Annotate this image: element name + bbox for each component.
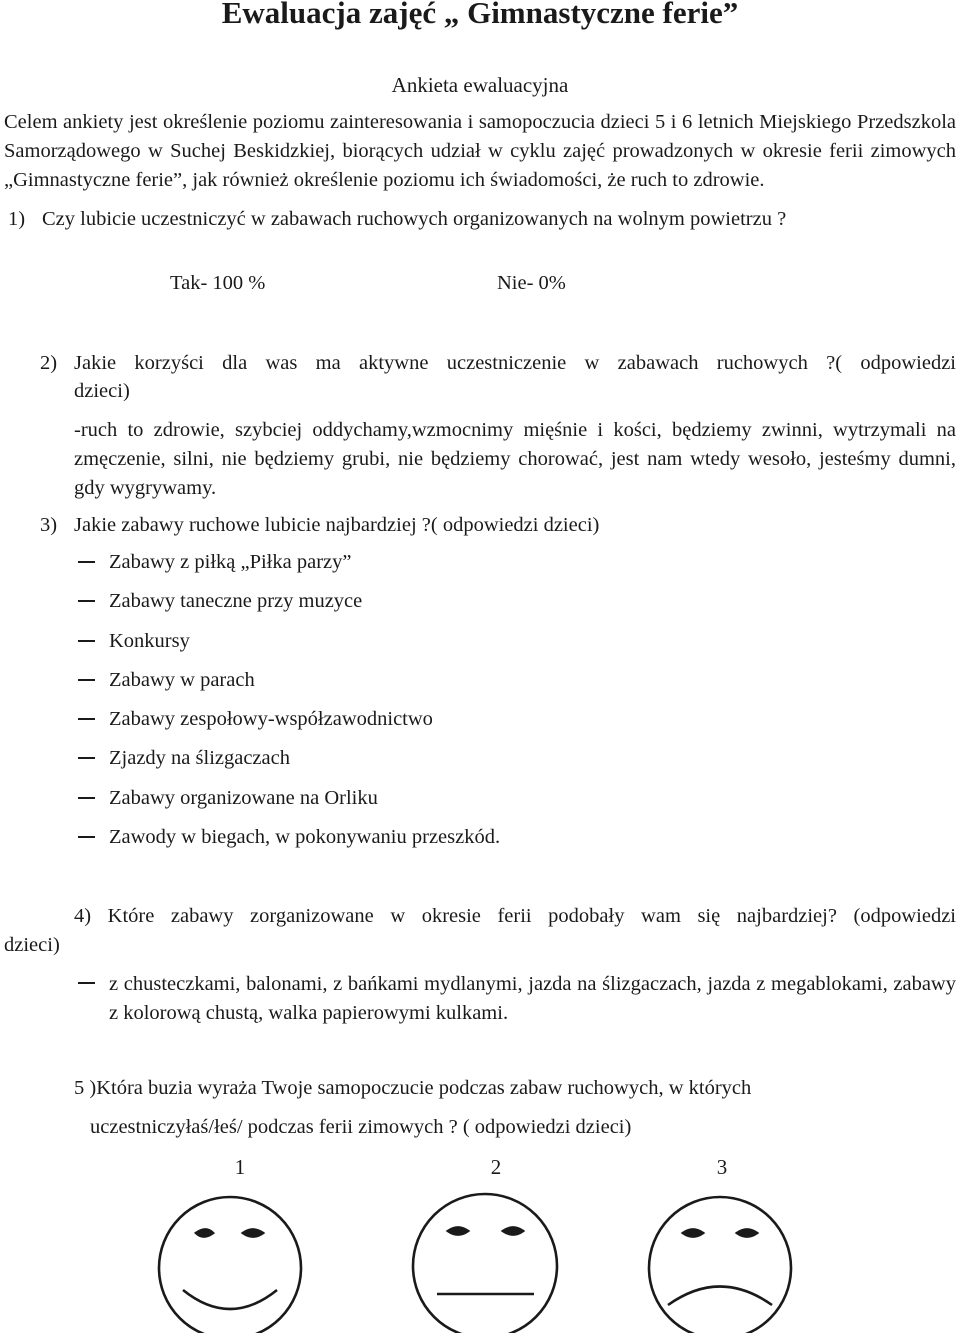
list-item: Konkursy xyxy=(74,628,956,667)
sad-face-icon xyxy=(649,1197,791,1333)
neutral-face-icon xyxy=(413,1194,557,1333)
dash-bullet-icon xyxy=(78,757,95,759)
question-2-answer: -ruch to zdrowie, szybciej oddychamy,wzmocnimy mięśnie i kości, będziemy zwinni, wytrzymali na zmęczenie, silni, nie będziemy grubi, nie będziemy chorować, jest nam wtedy wesoło, jesteśmy dumni, gdy wygrywamy. xyxy=(74,419,956,499)
question-3-text: Jakie zabawy ruchowe lubicie najbardziej ?( odpowiedzi dzieci) xyxy=(74,514,600,536)
face-label-3: 3 xyxy=(716,1155,728,1179)
list-item: Zabawy w parach xyxy=(74,667,956,706)
question-3-number: 3) xyxy=(40,514,58,536)
page-subtitle: Ankieta ewaluacyjna xyxy=(391,73,569,97)
dash-bullet-icon xyxy=(78,640,95,642)
list-item: Zjazdy na ślizgaczach xyxy=(74,745,956,784)
dash-bullet-icon xyxy=(78,600,95,602)
dash-bullet-icon xyxy=(78,679,95,681)
question-4-answer-text: z chusteczkami, balonami, z bańkami mydlanymi, jazda na ślizgaczach, jazda z megablokami, zabawy z kolorową chustą, walka papierowymi kulkami. xyxy=(109,973,956,1024)
list-item: Zabawy z piłką „Piłka parzy” xyxy=(74,549,956,588)
list-item: Zabawy organizowane na Orliku xyxy=(74,785,956,824)
question-4-line2: dzieci) xyxy=(4,934,60,956)
question-1-text: Czy lubicie uczestniczyć w zabawach ruchowych organizowanych na wolnym powietrzu ? xyxy=(42,208,787,230)
question-5-line1: 5 )Która buzia wyraża Twoje samopoczucie podczas zabaw ruchowych, w których xyxy=(74,1077,752,1099)
question-2 xyxy=(40,350,956,404)
question-3-answer-list xyxy=(74,549,956,863)
happy-face-icon xyxy=(159,1197,301,1333)
list-item: Zawody w biegach, w pokonywaniu przeszkód. xyxy=(74,824,956,863)
page-title: Ewaluacja zajęć „ Gimnastyczne ferie” xyxy=(221,0,739,30)
face-label-1: 1 xyxy=(234,1155,246,1179)
dash-bullet-icon xyxy=(78,797,95,799)
dash-bullet-icon xyxy=(78,982,95,984)
question-5-line2: uczestniczyłaś/łeś/ podczas ferii zimowych ? ( odpowiedzi dzieci) xyxy=(90,1116,632,1138)
question-4-answer xyxy=(74,970,956,1028)
question-4-line1: 4) Które zabawy zorganizowane w okresie ferii podobały wam się najbardziej? (odpowiedzi xyxy=(74,905,956,927)
question-2-text-line2: dzieci) xyxy=(74,379,130,402)
question-1 xyxy=(8,206,956,233)
face-label-2: 2 xyxy=(490,1155,502,1179)
question-2-number: 2) xyxy=(40,352,58,374)
intro-paragraph: Celem ankiety jest określenie poziomu zainteresowania i samopoczucia dzieci 5 i 6 letnich Miejskiego Przedszkola Samorządowego w Suchej Beskidzkiej, biorących udział w cyklu zajęć prowadzonych w okresie ferii zimowych „Gimnastyczne ferie”, jak również określenie poziomu ich świadomości, że ruch to zdrowie. xyxy=(4,111,956,191)
dash-bullet-icon xyxy=(78,561,95,563)
answer-yes: Tak- 100 % xyxy=(170,272,266,294)
list-item: Zabawy zespołowy-współzawodnictwo xyxy=(74,706,956,745)
list-item: Zabawy taneczne przy muzyce xyxy=(74,588,956,627)
dash-bullet-icon xyxy=(78,718,95,720)
dash-bullet-icon xyxy=(78,836,95,838)
question-2-text-line1: Jakie korzyści dla was ma aktywne uczestniczenie w zabawach ruchowych ?( odpowiedzi xyxy=(74,352,956,374)
faces-row xyxy=(0,1190,960,1333)
question-3 xyxy=(40,512,956,539)
answer-no: Nie- 0% xyxy=(497,272,566,294)
question-1-number: 1) xyxy=(8,208,26,230)
